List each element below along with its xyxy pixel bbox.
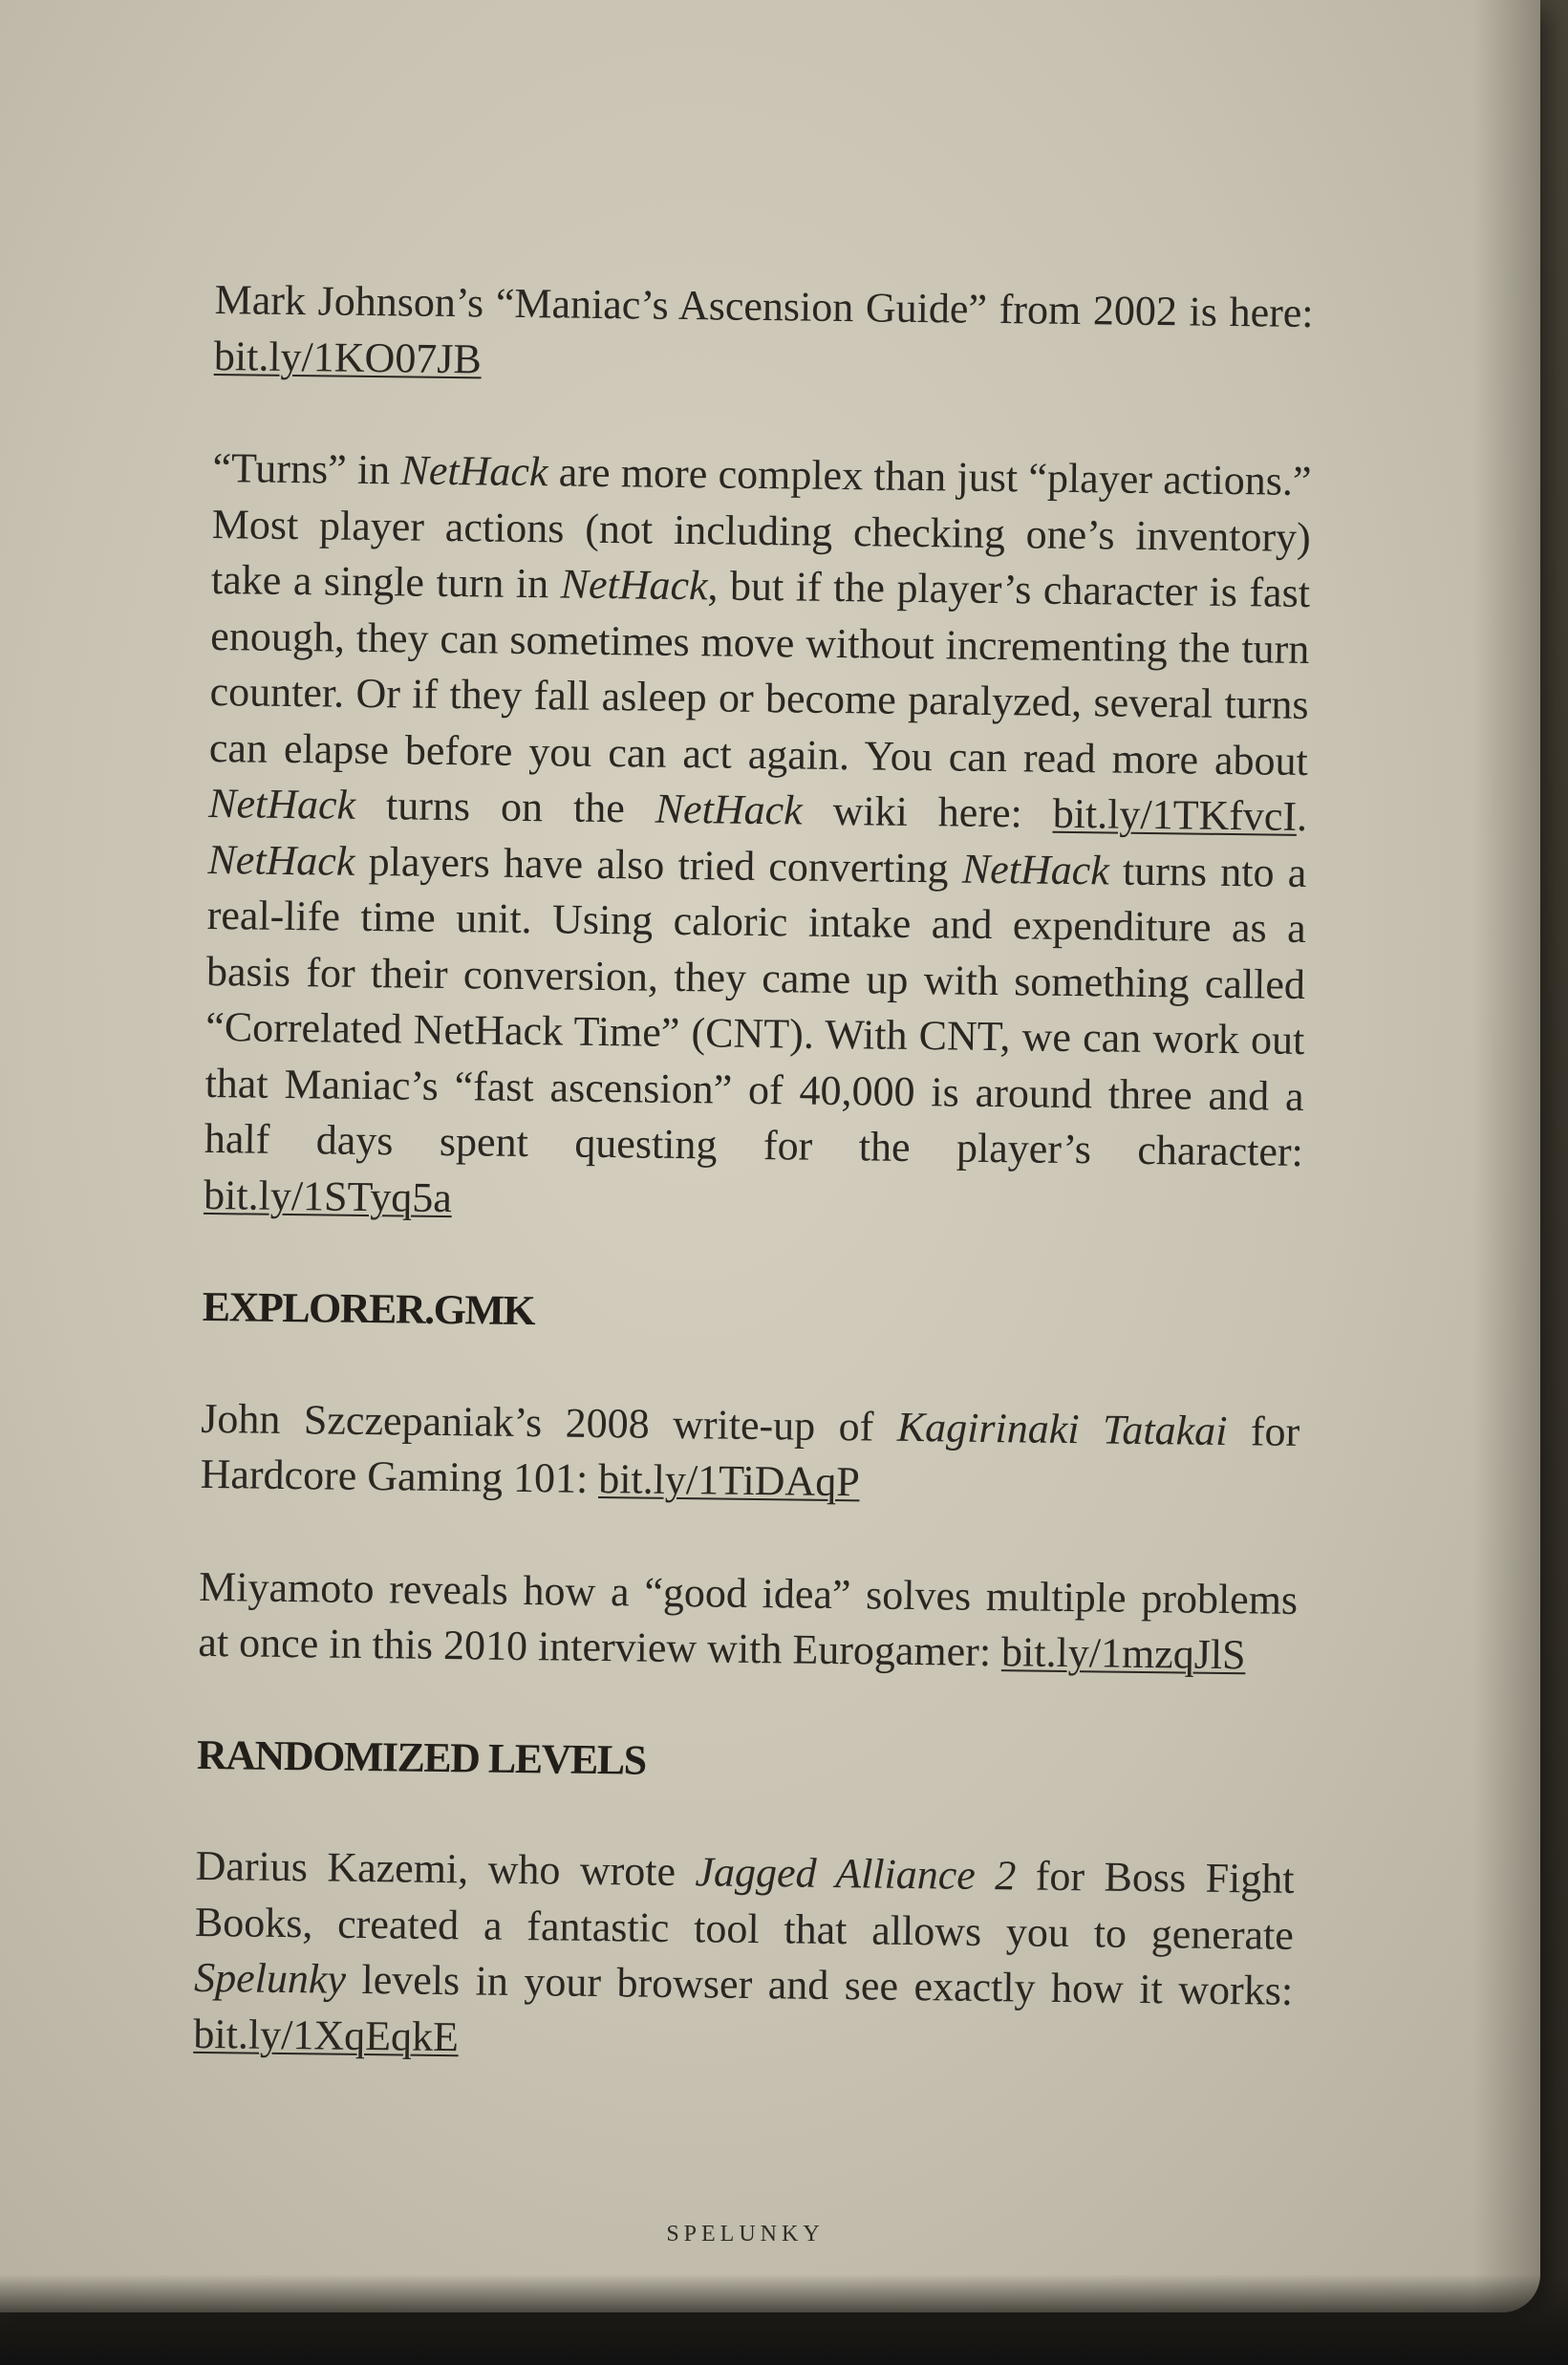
text-segment: John Szczepaniak’s 2008 write-up of bbox=[201, 1394, 898, 1451]
link-nethack-wiki[interactable]: bit.ly/1TKfvcI bbox=[1052, 789, 1298, 840]
paragraph-miyamoto bbox=[198, 1559, 1298, 1684]
paragraph-ascension-guide bbox=[214, 272, 1314, 398]
link-hardcore-gaming[interactable]: bit.ly/1TiDAqP bbox=[597, 1454, 861, 1506]
game-title: NetHack bbox=[207, 835, 355, 885]
page-edge-shadow bbox=[1473, 0, 1540, 2312]
text-segment: turns nto a real-life time unit. Using caloric intake and expenditure as a basis for their conversion, they came up with something called “Correlated NetHack Time” (CNT). With CNT, we can work out that Maniac’s “fast ascension” of 40,000 is around three and a half days spent questing for the player’s character: bbox=[204, 846, 1307, 1175]
text-segment: , but if the player’s character is fast enough, they can sometimes move without incrementing the turn counter. Or if they fall asleep or become paralyzed, several turns can elapse before you can act again. You can read more about bbox=[208, 562, 1311, 785]
game-title: NetHack bbox=[655, 785, 803, 834]
section-heading-randomized: RANDOMIZED LEVELS bbox=[196, 1731, 646, 1784]
link-eurogamer[interactable]: bit.ly/1mzqJlS bbox=[1000, 1628, 1246, 1679]
text-segment: . bbox=[1296, 792, 1308, 841]
game-title: NetHack bbox=[961, 845, 1110, 893]
text-segment: levels in your browser and see exactly how it works: bbox=[345, 1955, 1294, 2014]
book-title: Jagged Alliance 2 bbox=[695, 1848, 1017, 1900]
text-segment: for Boss Fight Books, created a fantastic tool that allows you to generate bbox=[194, 1852, 1295, 1959]
page-body bbox=[192, 272, 1314, 2132]
text-segment: Darius Kazemi, who wrote bbox=[195, 1841, 696, 1896]
text-segment: turns on the bbox=[354, 781, 656, 832]
paragraph-kagirinaki bbox=[200, 1390, 1300, 1516]
game-title: NetHack bbox=[560, 560, 708, 610]
text-segment: for Hardcore Gaming 101: bbox=[200, 1407, 1300, 1502]
paragraph-text: Mark Johnson’s “Maniac’s Ascension Guide” from 2002 is here: bbox=[214, 275, 1314, 337]
paragraph-kazemi bbox=[193, 1838, 1295, 2075]
section-heading-explorer: EXPLORER.GMK bbox=[202, 1282, 535, 1335]
text-segment: wiki here: bbox=[802, 786, 1054, 837]
bottom-shadow bbox=[0, 2274, 1568, 2365]
game-title: NetHack bbox=[207, 779, 356, 828]
link-level-generator[interactable]: bit.ly/1XqEqkE bbox=[193, 2010, 460, 2060]
text-segment: Miyamoto reveals how a “good idea” solves multiple problems at once in this 2010 interview with Eurogamer: bbox=[198, 1562, 1299, 1676]
paragraph-turns bbox=[204, 441, 1312, 1236]
link-cnt[interactable]: bit.ly/1STyq5a bbox=[203, 1171, 453, 1221]
game-title: Kagirinaki Tatakai bbox=[896, 1403, 1228, 1454]
link-ascension-guide[interactable]: bit.ly/1KO07JB bbox=[213, 332, 483, 382]
game-title: NetHack bbox=[400, 446, 548, 496]
game-title: Spelunky bbox=[193, 1953, 347, 2003]
text-segment: players have also tried converting bbox=[354, 837, 963, 892]
text-segment: are more complex than just “player actions.” Most player actions (not including checking one’s inventory) take a single turn in bbox=[210, 448, 1312, 608]
running-footer: SPELUNKY bbox=[666, 2222, 825, 2247]
text-segment: “Turns” in bbox=[212, 443, 401, 494]
